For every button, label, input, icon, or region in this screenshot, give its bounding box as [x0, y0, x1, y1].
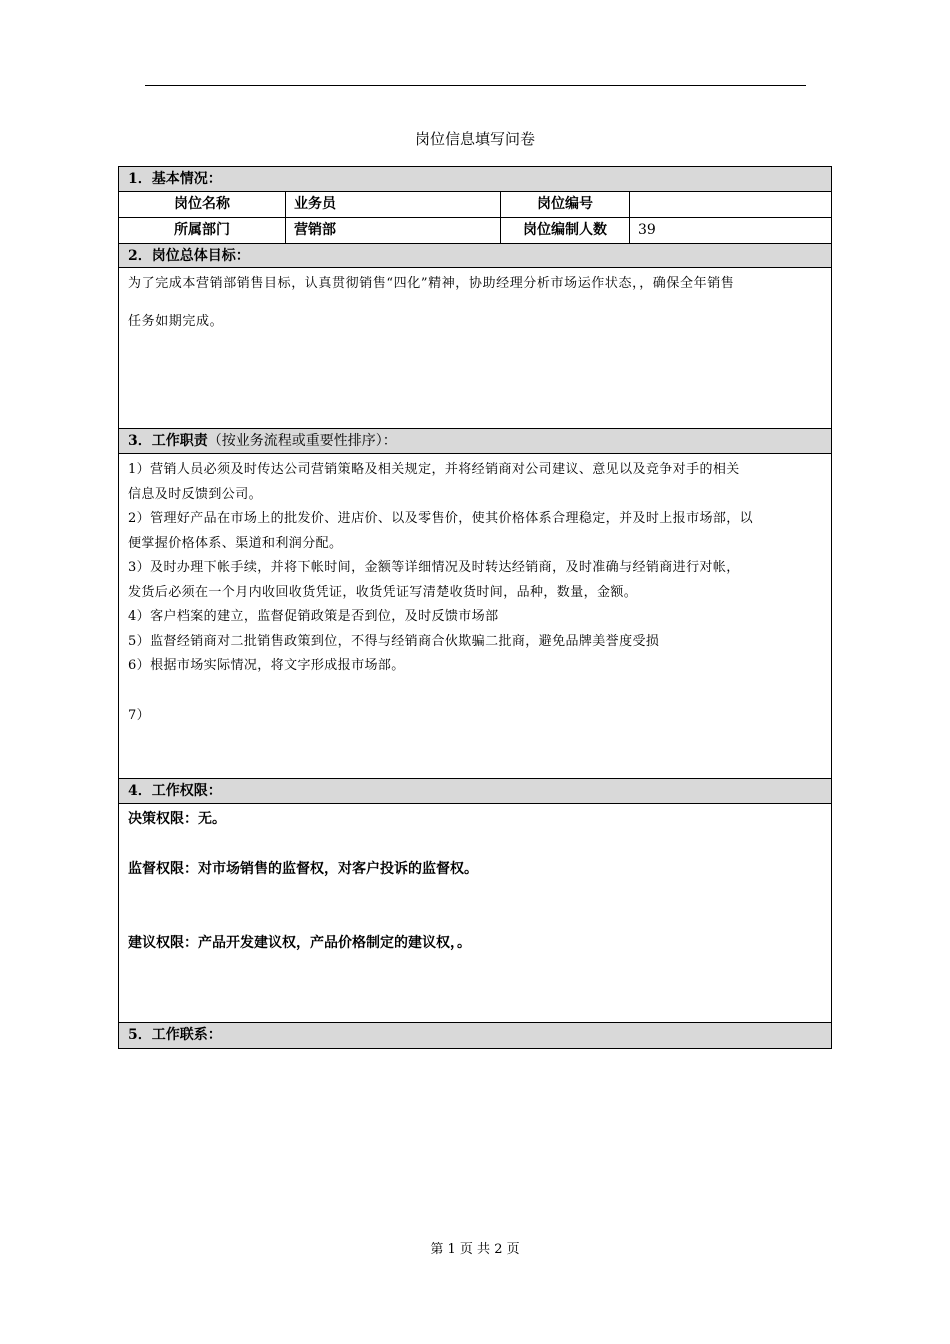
section-basic-info-header: 1．基本情况： — [119, 167, 831, 192]
duty-line-9: 6）根据市场实际情况，将文字形成报市场部。 — [128, 658, 405, 673]
duty-line-5: 3）及时办理下帐手续，并将下帐时间，金额等详细情况及时转达经销商，及时准确与经销商进行对帐， — [128, 560, 740, 575]
job-questionnaire-form — [118, 166, 832, 1049]
goal-line-2: 任务如期完成。 — [128, 314, 224, 329]
header-rule — [145, 85, 806, 86]
duty-line-4: 便掌握价格体系、渠道和利润分配。 — [128, 535, 343, 551]
supervision-authority: 监督权限：对市场销售的监督权，对客户投诉的监督权。 — [128, 861, 478, 877]
overall-goal-content — [119, 268, 831, 429]
headcount-value: 39 — [638, 222, 656, 238]
suggestion-authority: 建议权限：产品开发建议权，产品价格制定的建议权，。 — [128, 935, 471, 951]
section-authority-header: 4．工作权限： — [119, 779, 831, 804]
headcount-label: 岗位编制人数 — [501, 218, 630, 243]
position-code-label: 岗位编号 — [501, 192, 630, 217]
decision-authority: 决策权限：无。 — [128, 811, 226, 827]
basic-info-row-1 — [119, 192, 831, 218]
section-overall-goal-header: 2．岗位总体目标： — [119, 244, 831, 268]
document-title: 岗位信息填写问卷 — [414, 130, 535, 148]
duty-line-1: 1）营销人员必须及时传达公司营销策略及相关规定，并将经销商对公司建议、意见以及竞争对手的相关 — [128, 462, 740, 477]
duties-header-note: （按业务流程或重要性排序）： — [207, 433, 397, 449]
section-duties-header — [119, 429, 831, 454]
duties-content — [119, 454, 831, 779]
duty-line-10: 7） — [128, 707, 151, 723]
position-code-value — [630, 192, 831, 217]
duty-line-8: 5）监督经销商对二批销售政策到位，不得与经销商合伙欺骗二批商，避免品牌美誉度受损 — [128, 633, 660, 649]
department-label: 所属部门 — [119, 218, 286, 243]
position-name-value: 业务员 — [286, 192, 501, 217]
duty-line-6: 发货后必须在一个月内收回收货凭证，收货凭证写清楚收货时间，品种，数量，金额。 — [128, 584, 638, 600]
basic-info-row-2 — [119, 218, 831, 244]
department-value: 营销部 — [286, 218, 501, 243]
position-name-label: 岗位名称 — [119, 192, 286, 217]
page-footer: 第 1 页 共 2 页 — [430, 1242, 520, 1257]
authority-content — [119, 804, 831, 1023]
goal-line-1: 为了完成本营销部销售目标，认真贯彻销售“四化”精神，协助经理分析市场运作状态，，确保全年销售 — [128, 276, 735, 291]
section-contacts-header: 5．工作联系： — [119, 1023, 831, 1048]
duties-header-title: 3．工作职责 — [128, 433, 208, 449]
duty-line-7: 4）客户档案的建立，监督促销政策是否到位，及时反馈市场部 — [128, 609, 499, 624]
duty-line-3: 2）管理好产品在市场上的批发价、进店价、以及零售价，使其价格体系合理稳定，并及时上报市场部，以 — [128, 511, 754, 526]
duty-line-2: 信息及时反馈到公司。 — [128, 486, 263, 502]
